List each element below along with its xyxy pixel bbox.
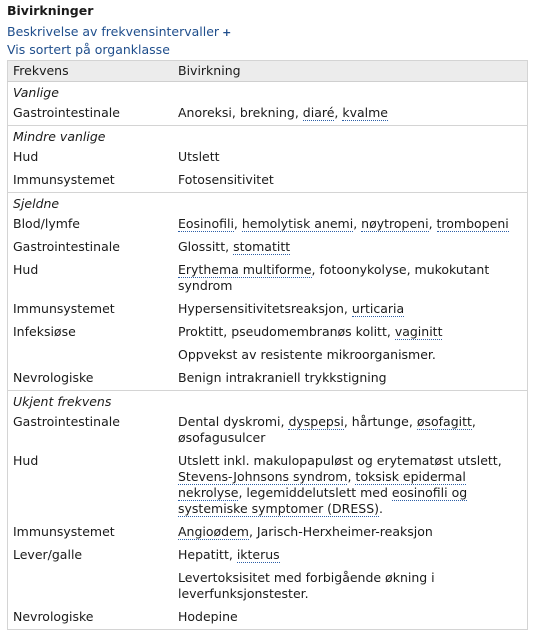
side-effect-cell bbox=[173, 213, 528, 236]
organ-class-cell: Lever/galle bbox=[13, 547, 83, 562]
side-effect-text: Glossitt, bbox=[178, 239, 234, 254]
side-effect-text: Proktitt, pseudomembranøs kolitt, bbox=[178, 324, 395, 339]
organ-class-cell: Gastrointestinale bbox=[13, 239, 120, 254]
side-effect-text: , fotoonykolyse, mukokutant syndrom bbox=[178, 262, 490, 293]
table-row bbox=[8, 450, 528, 521]
side-effect-text: Hodepine bbox=[178, 609, 238, 624]
side-effect-text: Benign intrakraniell trykkstigning bbox=[178, 370, 387, 385]
frequency-group-row bbox=[8, 126, 528, 147]
side-effect-term-link[interactable]: Stevens-Johnsons syndrom bbox=[178, 469, 348, 484]
side-effect-text: Anoreksi, brekning, bbox=[178, 105, 303, 120]
side-effect-text: , legemiddelutslett med bbox=[238, 485, 392, 500]
frequency-group-title: Vanlige bbox=[13, 85, 59, 100]
frequency-description-label: Beskrivelse av frekvensintervaller bbox=[7, 24, 220, 39]
side-effect-cell bbox=[173, 236, 528, 259]
side-effect-term-link[interactable]: hemolytisk anemi bbox=[241, 216, 354, 231]
table-row bbox=[8, 411, 528, 450]
organ-class-cell: Nevrologiske bbox=[13, 370, 94, 385]
frequency-group-title: Ukjent frekvens bbox=[8, 391, 528, 412]
organ-class-cell: Infeksiøse bbox=[13, 324, 76, 339]
sort-by-organ-class-link[interactable]: Vis sortert på organklasse bbox=[7, 42, 170, 57]
side-effect-term-link[interactable]: dyspepsi bbox=[288, 414, 344, 429]
side-effect-cell bbox=[173, 321, 528, 344]
side-effect-cell bbox=[173, 567, 528, 606]
frequency-description-link[interactable] bbox=[7, 23, 528, 41]
table-row bbox=[8, 298, 528, 321]
header-frequency: Frekvens bbox=[8, 61, 174, 82]
side-effect-text: , bbox=[334, 105, 343, 120]
organ-class-cell: Immunsystemet bbox=[13, 172, 115, 187]
side-effect-cell bbox=[173, 259, 528, 298]
side-effect-term-link[interactable]: urticaria bbox=[351, 301, 405, 316]
side-effect-cell bbox=[173, 102, 528, 126]
side-effect-term-link[interactable]: diaré bbox=[302, 105, 335, 120]
side-effect-text: , bbox=[428, 216, 437, 231]
side-effect-cell bbox=[173, 544, 528, 567]
organ-class-cell: Immunsystemet bbox=[13, 524, 115, 539]
side-effect-text: Utslett bbox=[178, 149, 220, 164]
side-effect-cell bbox=[173, 450, 528, 521]
side-effect-text: Utslett inkl. makulopapuløst og erytematøst utslett, bbox=[178, 453, 502, 468]
table-row bbox=[8, 169, 528, 193]
organ-class-cell bbox=[8, 344, 174, 367]
side-effect-term-link[interactable]: trombopeni bbox=[436, 216, 509, 231]
side-effect-text: , bbox=[347, 469, 356, 484]
side-effect-text: Oppvekst av resistente mikroorganismer. bbox=[178, 347, 436, 362]
table-row bbox=[8, 321, 528, 344]
table-row bbox=[8, 367, 528, 391]
side-effect-text: Hepatitt, bbox=[178, 547, 237, 562]
table-row bbox=[8, 146, 528, 169]
organ-class-cell: Gastrointestinale bbox=[13, 414, 120, 429]
side-effects-table bbox=[7, 60, 528, 630]
frequency-group-title: Sjeldne bbox=[8, 193, 528, 214]
side-effect-text: , bbox=[353, 216, 362, 231]
organ-class-cell: Hud bbox=[13, 149, 39, 164]
side-effect-text: Fotosensitivitet bbox=[178, 172, 274, 187]
side-effect-term-link[interactable]: Erythema multiforme bbox=[178, 262, 312, 277]
expand-plus-icon: + bbox=[222, 26, 232, 39]
side-effect-text: , bbox=[233, 216, 242, 231]
table-row bbox=[8, 521, 528, 544]
table-row bbox=[8, 606, 528, 630]
side-effect-cell bbox=[173, 521, 528, 544]
frequency-group-row bbox=[8, 391, 528, 412]
header-effect: Bivirkning bbox=[173, 61, 528, 82]
side-effect-cell bbox=[173, 298, 528, 321]
table-row bbox=[8, 344, 528, 367]
side-effect-cell bbox=[173, 411, 528, 450]
table-row bbox=[8, 236, 528, 259]
table-row bbox=[8, 259, 528, 298]
side-effect-text: , øsofagusulcer bbox=[178, 414, 476, 445]
side-effect-term-link[interactable]: nøytropeni bbox=[361, 216, 429, 231]
organ-class-cell: Immunsystemet bbox=[13, 301, 115, 316]
organ-class-cell: Hud bbox=[13, 262, 39, 277]
table-row bbox=[8, 102, 528, 126]
side-effect-term-link[interactable]: toksisk epidermal nekrolyse bbox=[178, 469, 466, 500]
side-effect-term-link[interactable]: Angioødem bbox=[178, 524, 249, 539]
side-effect-text: Levertoksisitet med forbigående økning i leverfunksjonstester. bbox=[178, 570, 435, 601]
side-effect-text: . bbox=[379, 501, 383, 516]
side-effect-cell bbox=[173, 169, 528, 193]
table-row bbox=[8, 544, 528, 567]
side-effect-term-link[interactable]: Eosinofili bbox=[178, 216, 234, 231]
organ-class-cell: Hud bbox=[13, 453, 39, 468]
frequency-group-title: Mindre vanlige bbox=[8, 126, 528, 147]
side-effect-cell bbox=[173, 344, 528, 367]
side-effect-text: , Jarisch-Herxheimer-reaksjon bbox=[248, 524, 433, 539]
side-effect-cell bbox=[173, 146, 528, 169]
frequency-group-row bbox=[8, 193, 528, 214]
side-effect-text: Hypersensitivitetsreaksjon, bbox=[178, 301, 352, 316]
side-effect-term-link[interactable]: kvalme bbox=[342, 105, 388, 120]
table-row bbox=[8, 567, 528, 606]
side-effect-term-link[interactable]: eosinofili og systemiske symptomer (DRESS) bbox=[178, 485, 468, 516]
side-effect-term-link[interactable]: stomatitt bbox=[233, 239, 291, 254]
side-effect-cell bbox=[173, 606, 528, 630]
table-body bbox=[8, 82, 528, 630]
section-heading: Bivirkninger bbox=[7, 3, 94, 18]
organ-class-cell bbox=[8, 567, 174, 606]
organ-class-cell: Blod/lymfe bbox=[13, 216, 80, 231]
side-effect-term-link[interactable]: vaginitt bbox=[394, 324, 443, 339]
organ-class-cell: Gastrointestinale bbox=[13, 105, 120, 120]
frequency-group-row bbox=[8, 82, 528, 103]
side-effect-text: Dental dyskromi, bbox=[178, 414, 289, 429]
side-effect-cell bbox=[173, 367, 528, 391]
side-effect-term-link[interactable]: ikterus bbox=[236, 547, 280, 562]
table-row bbox=[8, 213, 528, 236]
side-effect-term-link[interactable]: øsofagitt bbox=[416, 414, 472, 429]
side-effect-text: , hårtunge, bbox=[343, 414, 417, 429]
organ-class-cell: Nevrologiske bbox=[13, 609, 94, 624]
table-header-row bbox=[8, 61, 528, 82]
